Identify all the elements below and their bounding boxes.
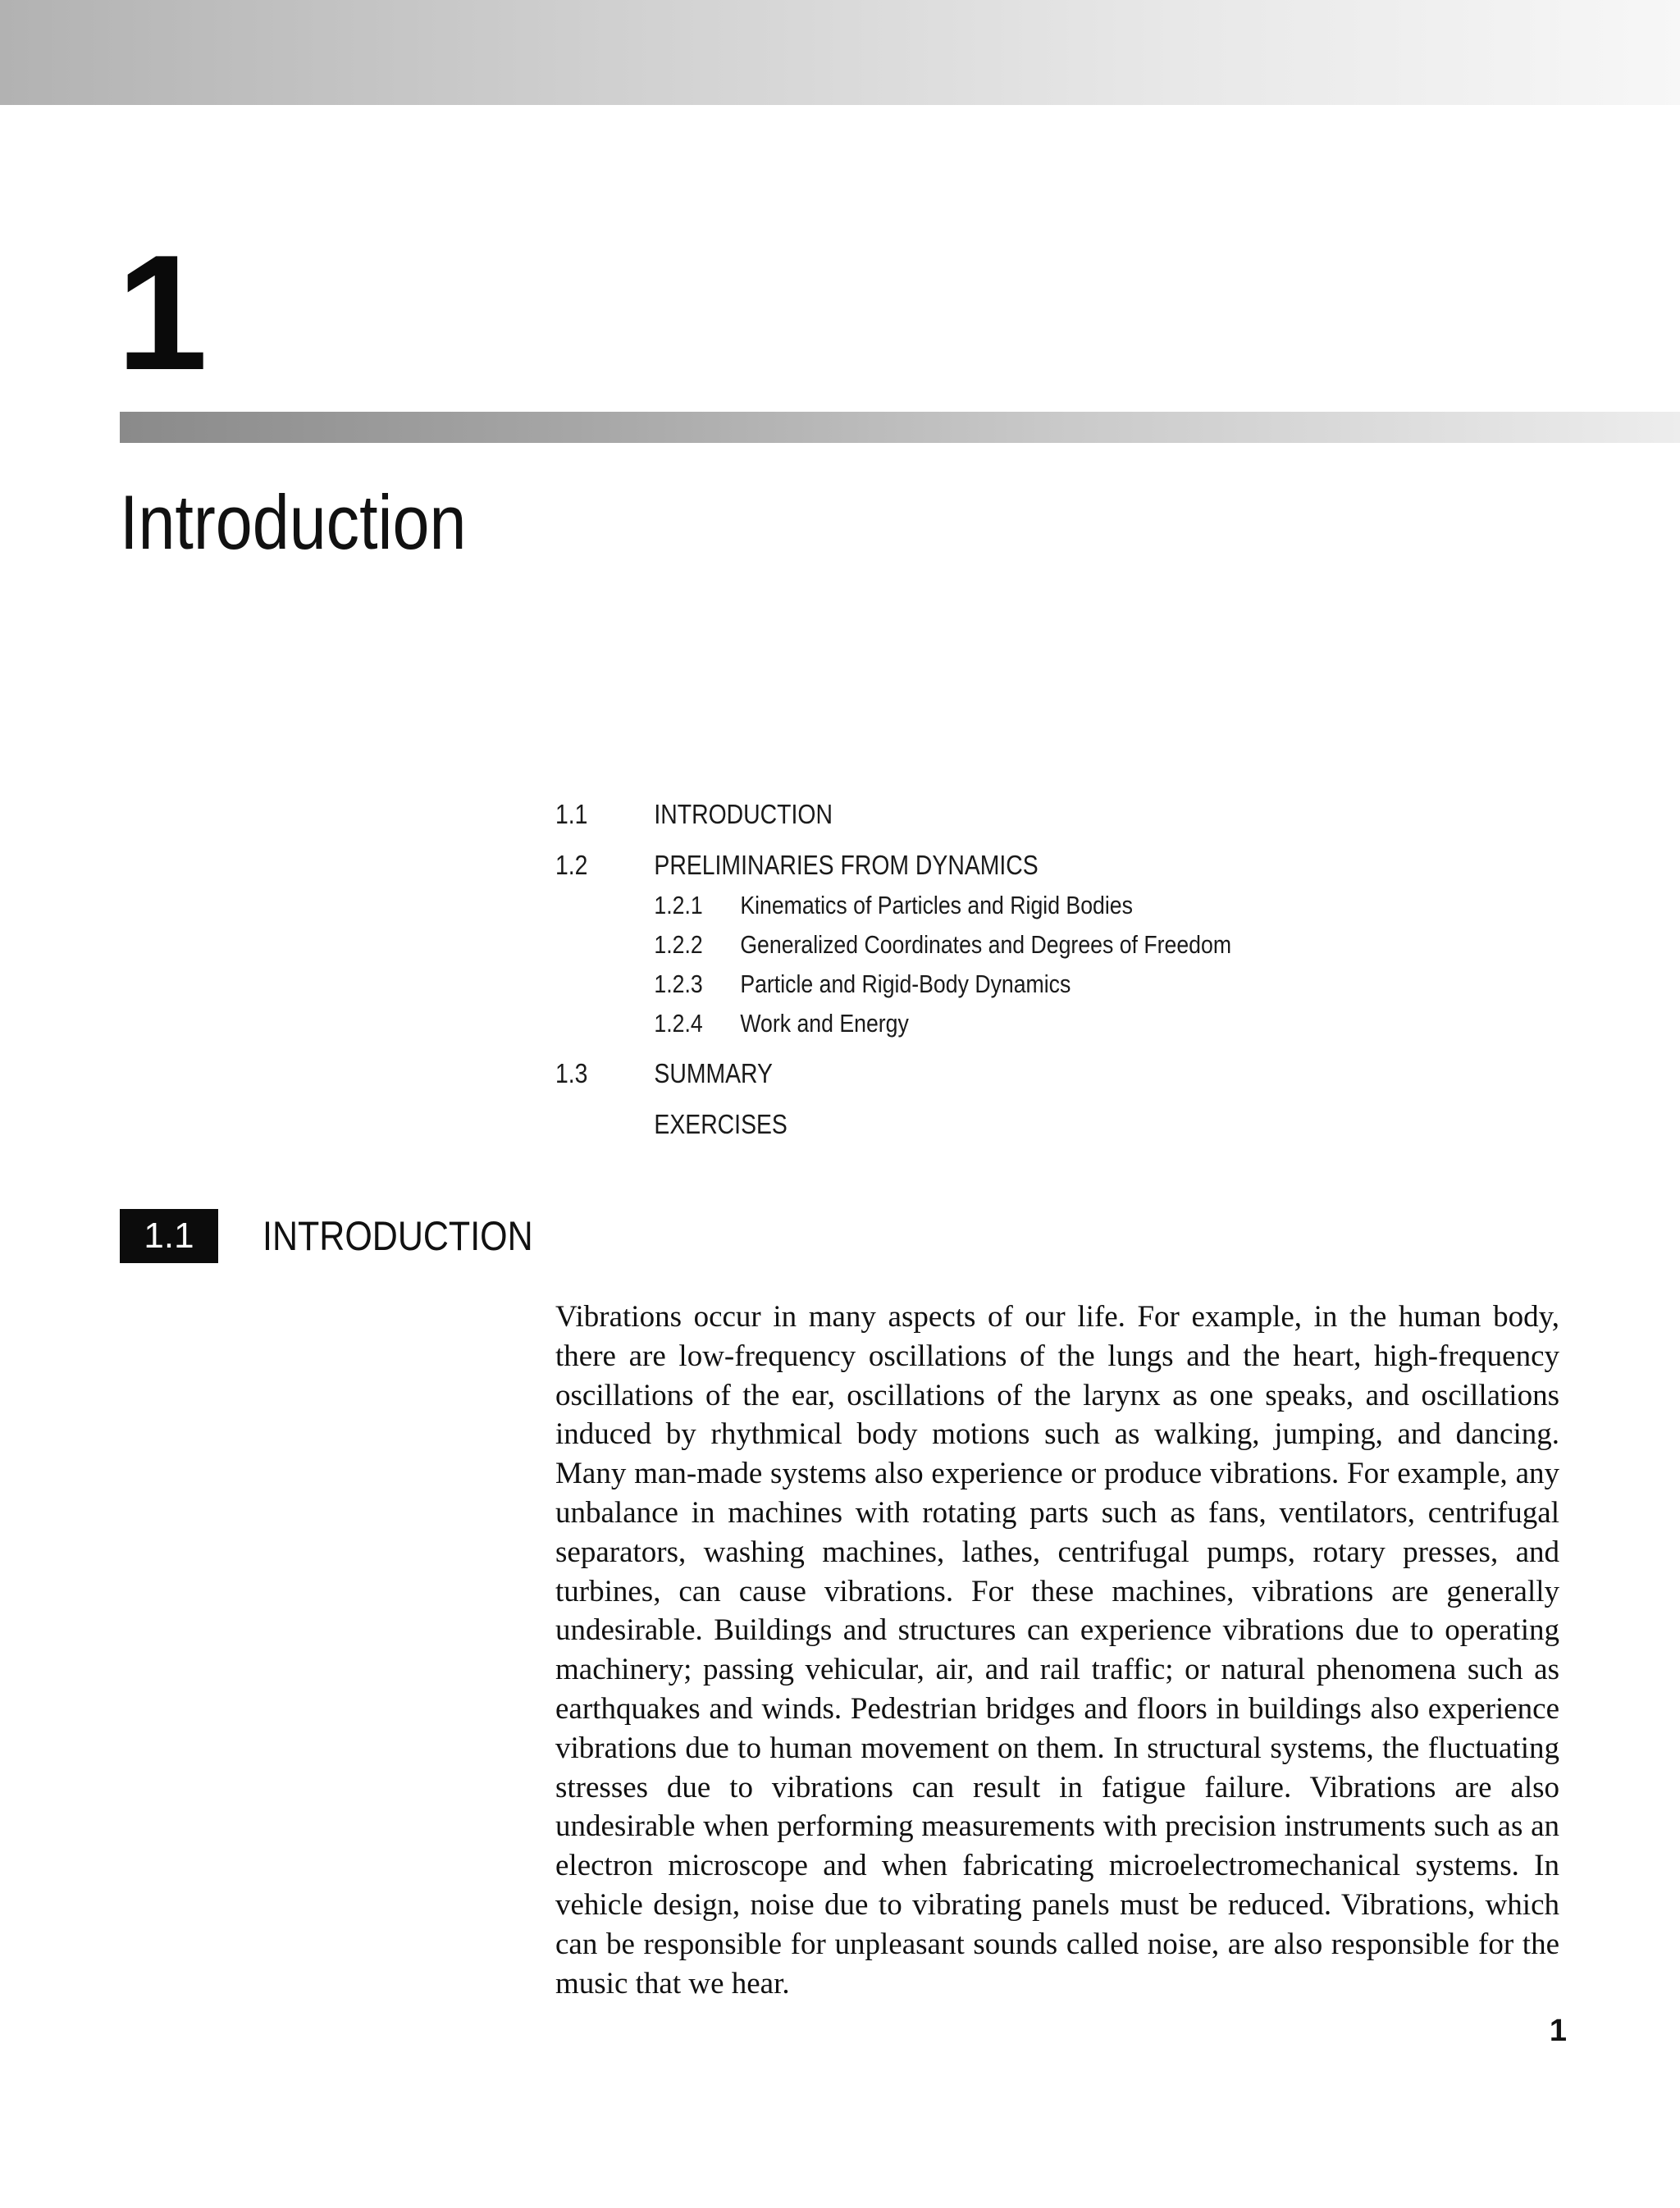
toc-item-number: 1.1 — [555, 799, 588, 829]
section-number-badge: 1.1 — [120, 1209, 218, 1263]
toc-subitem-label: Particle and Rigid-Body Dynamics — [740, 969, 1071, 998]
chapter-contents — [555, 794, 1376, 1145]
toc-item — [555, 1053, 1261, 1094]
toc-item-label: EXERCISES — [654, 1109, 788, 1139]
toc-subitem — [555, 1004, 1261, 1043]
toc-subitem-label: Generalized Coordinates and Degrees of Freedom — [740, 930, 1232, 959]
toc-item — [555, 794, 1261, 835]
body-paragraph: Vibrations occur in many aspects of our life. For example, in the human body, there are low-frequency oscillations of the lungs and the heart, high-frequency oscillations of the ear, oscillations of the larynx as one speaks, and oscillations induced by rhythmical body motions such as walking, jumping, and dancing. Many man-made systems also experience or produce vibrations. For example, any unbalance in machines with rotating parts such as fans, ventilators, centrifugal separators, washing machines, lathes, centrifugal pumps, rotary presses, and turbines, can cause vibrations. For these machines, vibrations are generally undesirable. Buildings and structures can experience vibrations due to operating machinery; passing vehicular, air, and rail traffic; or natural phenomena such as earthquakes and winds. Pedestrian bridges and floors in buildings also experience vibrations due to human movement on them. In structural systems, the fluctuating stresses due to vibrations can result in fatigue failure. Vibrations are also undesirable when performing measurements with precision instruments such as an electron microscope and when fabricating microelectromechanical systems. In vehicle design, noise due to vibrating panels must be reduced. Vibrations, which can be responsible for unpleasant sounds called noise, are also responsible for the music that we hear. — [555, 1300, 1559, 2000]
toc-item-label: PRELIMINARIES FROM DYNAMICS — [654, 850, 1039, 880]
toc-subitem-number: 1.2.4 — [654, 1009, 703, 1038]
section-heading — [120, 1209, 940, 1263]
chapter-rule — [120, 412, 1680, 443]
toc-item — [555, 1104, 1261, 1145]
toc-item-number: 1.2 — [555, 850, 588, 880]
chapter-title: Introduction — [120, 479, 467, 565]
toc-subitem-number: 1.2.1 — [654, 891, 703, 919]
page-number: 1 — [1549, 2014, 1567, 2048]
toc-subitem — [555, 886, 1261, 925]
toc-item-number: 1.3 — [555, 1058, 588, 1088]
toc-subitem-number: 1.2.2 — [654, 930, 703, 959]
header-band — [0, 0, 1680, 105]
toc-item — [555, 845, 1261, 886]
toc-subitem-label: Kinematics of Particles and Rigid Bodies — [740, 891, 1133, 919]
toc-subitem — [555, 925, 1261, 965]
toc-item-label: SUMMARY — [654, 1058, 773, 1088]
section-title: INTRODUCTION — [262, 1213, 533, 1259]
toc-subitem-number: 1.2.3 — [654, 969, 703, 998]
toc-subitem — [555, 965, 1261, 1004]
chapter-number: 1 — [116, 221, 205, 404]
toc-subitem-label: Work and Energy — [740, 1009, 909, 1038]
toc-item-label: INTRODUCTION — [654, 799, 833, 829]
